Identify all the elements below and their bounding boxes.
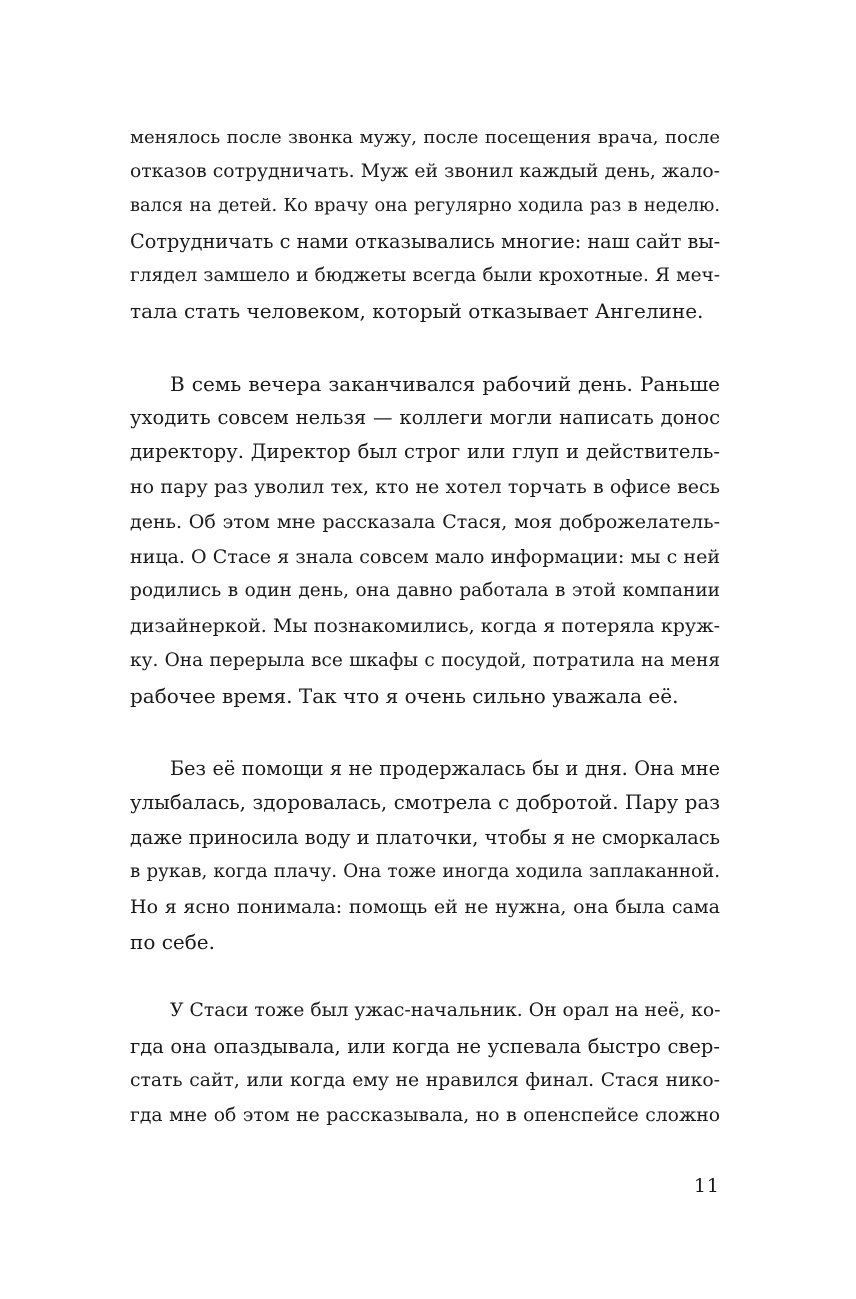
text-line: тала стать человеком, который отказывает Ангелине.	[130, 299, 704, 323]
text-line: уходить совсем нельзя — коллеги могли написать донос	[130, 406, 720, 429]
text-line: Сотрудничать с нами отказывались многие: наш сайт вы-	[130, 230, 721, 253]
text-line: родились в один день, она давно работала в этой компании	[130, 580, 720, 601]
text-line: но пару раз уволил тех, кто не хотел торчать в офисе весь	[130, 476, 720, 498]
text-line: Без её помощи я не продержалась бы и дня. Она мне	[170, 757, 720, 780]
text-line: директору. Директор был строг или глуп и действитель-	[130, 440, 720, 463]
text-line: стать сайт, или когда ему не нравился финал. Стася нико-	[130, 1070, 720, 1091]
text-line: вался на детей. Ко врачу она регулярно ходила раз в неделю.	[130, 196, 720, 216]
text-line: глядел замшело и бюджеты всегда были крохотные. Я меч-	[130, 265, 720, 286]
text-line: улыбалась, здоровалась, смотрела с добротой. Пару раз	[130, 791, 720, 814]
text-line: ку. Она перерыла все шкафы с посудой, потратила на меня	[130, 650, 720, 671]
text-line: по себе.	[130, 930, 215, 954]
text-line: рабочее время. Так что я очень сильно уважала её.	[130, 684, 679, 708]
text-line: гда мне об этом не рассказывала, но в опенспейсе сложно	[130, 1105, 720, 1126]
text-line: день. Об этом мне рассказала Стася, моя доброжелатель-	[130, 511, 720, 533]
text-line: Но я ясно понимала: помощь ей не нужна, она была сама	[130, 896, 720, 918]
text-line: ница. О Стасе я знала совсем мало информации: мы с ней	[130, 546, 720, 568]
text-line: дизайнеркой. Мы познакомились, когда я потеряла круж-	[130, 615, 720, 637]
text-line: даже приносила воду и платочки, чтобы я не сморкалась	[130, 826, 720, 849]
text-line: в рукав, когда плачу. Она тоже иногда ходила заплаканной.	[130, 861, 720, 882]
text-line: У Стаси тоже был ужас-начальник. Он орал на неё, ко-	[170, 1000, 721, 1021]
text-line: менялось после звонка мужу, после посещения врача, после	[130, 127, 720, 148]
text-line: отказов сотрудничать. Муж ей звонил каждый день, жало-	[130, 161, 720, 182]
text-line: В семь вечера заканчивался рабочий день. Раньше	[170, 372, 720, 396]
text-line: гда она опаздывала, или когда не успевала быстро свер-	[130, 1035, 720, 1058]
page-number: 11	[693, 1175, 720, 1197]
